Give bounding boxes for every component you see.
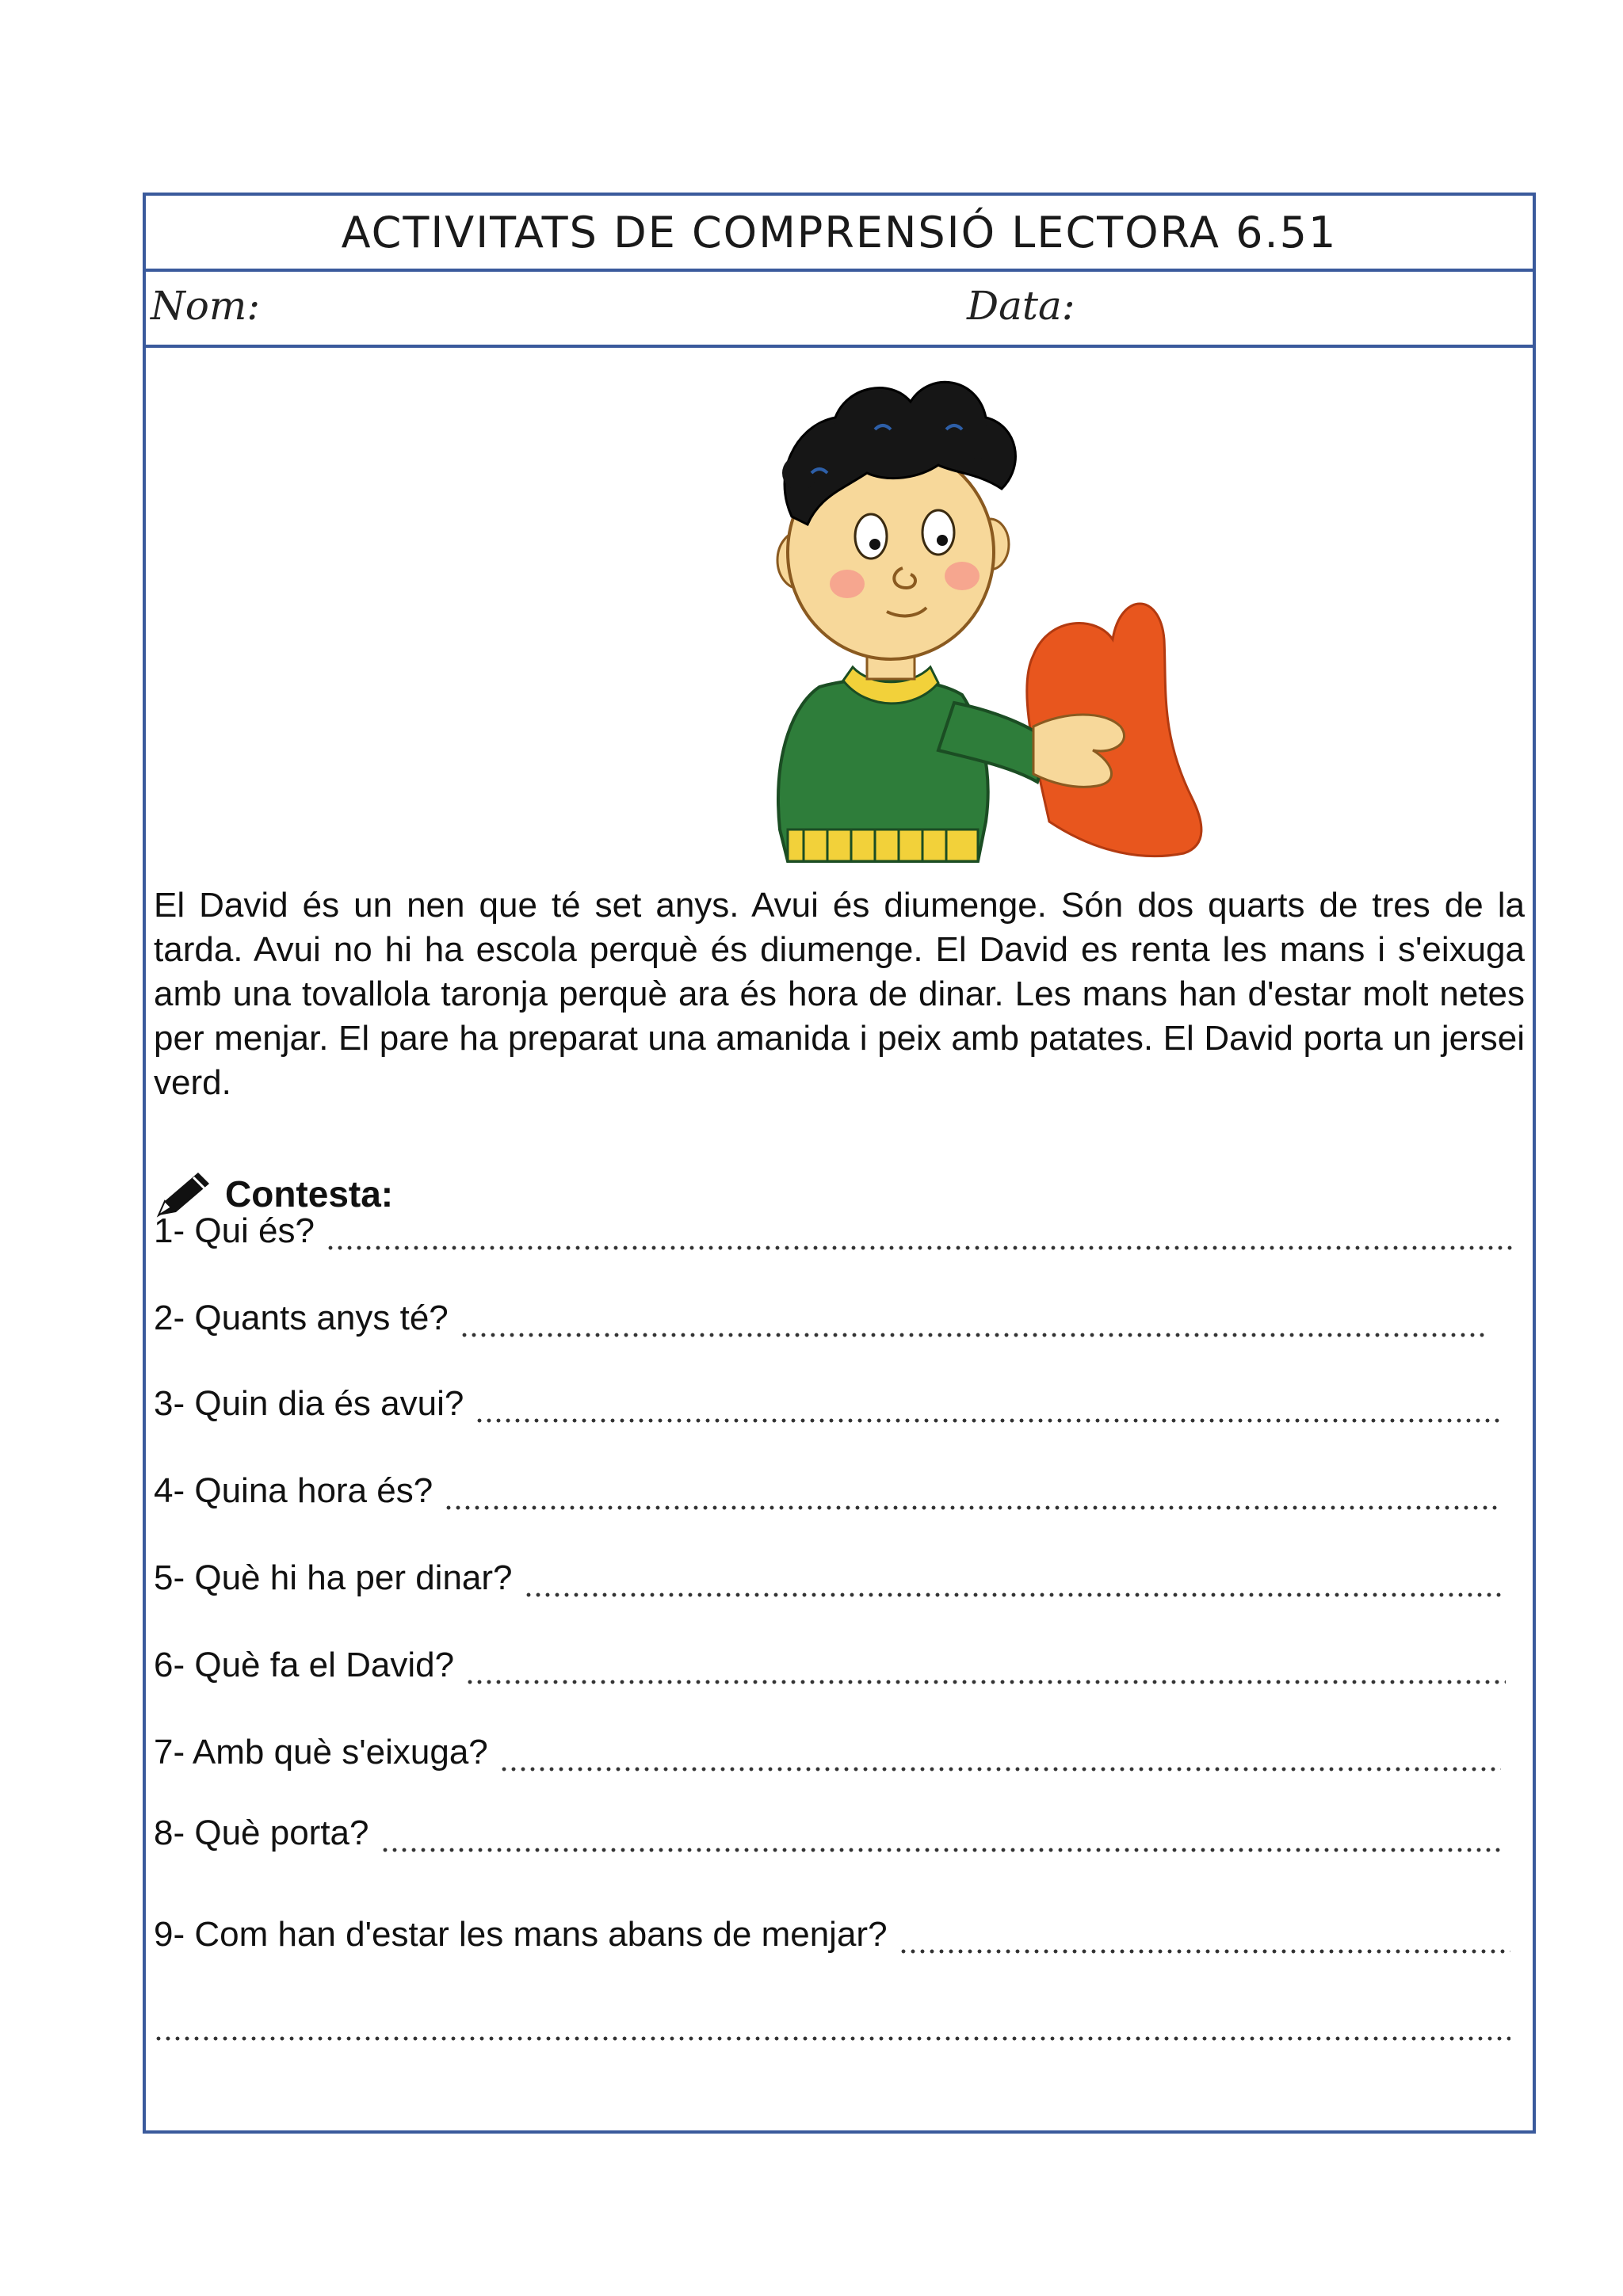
question-3 — [154, 1384, 1501, 1432]
question-text: 2- Quants anys té? — [154, 1299, 449, 1337]
question-5 — [154, 1558, 1501, 1606]
question-text: 9- Com han d'estar les mans abans de menjar? — [154, 1915, 888, 1954]
answer-line[interactable] — [444, 1505, 1501, 1511]
question-9 — [154, 1915, 1510, 1962]
answer-line[interactable] — [460, 1332, 1485, 1338]
question-1 — [154, 1211, 1517, 1259]
question-text: 5- Què hi ha per dinar? — [154, 1558, 513, 1597]
question-9-extra-line — [154, 2002, 1510, 2050]
title-row — [146, 196, 1533, 272]
question-4 — [154, 1471, 1501, 1519]
question-text: 8- Què porta? — [154, 1814, 369, 1852]
answer-line[interactable] — [326, 1245, 1517, 1251]
answer-line[interactable] — [465, 1679, 1506, 1685]
question-6 — [154, 1646, 1506, 1693]
question-7 — [154, 1733, 1501, 1780]
question-8 — [154, 1814, 1501, 1861]
worksheet — [143, 193, 1536, 2134]
boy-with-towel-illustration — [637, 354, 1208, 871]
answer-line[interactable] — [499, 1766, 1501, 1772]
answer-line[interactable] — [154, 2035, 1510, 2042]
question-text: 6- Què fa el David? — [154, 1646, 455, 1684]
answer-line[interactable] — [475, 1417, 1501, 1424]
question-text: 3- Quin dia és avui? — [154, 1384, 464, 1423]
worksheet-title: ACTIVITATS DE COMPRENSIÓ LECTORA 6.51 — [341, 207, 1338, 257]
contesta-label: Contesta: — [225, 1173, 394, 1215]
name-date-row — [146, 272, 1533, 348]
answer-line[interactable] — [380, 1847, 1502, 1853]
date-label: Data: — [967, 283, 1075, 329]
question-text: 1- Qui és? — [154, 1211, 315, 1250]
question-text: 7- Amb què s'eixuga? — [154, 1733, 488, 1772]
answer-line[interactable] — [899, 1948, 1510, 1955]
question-text: 4- Quina hora és? — [154, 1471, 433, 1510]
name-label: Nom: — [151, 283, 261, 329]
question-2 — [154, 1299, 1485, 1346]
reading-passage: El David és un nen que té set anys. Avui és diumenge. Són dos quarts de tres de la tarda. Avui no hi ha escola perquè és diumenge. El David es renta les mans i s'eixuga amb una tovallola taronja perquè ara és hora de dinar. Les mans han d'estar molt netes per menjar. El pare ha preparat una amanida i peix amb patates. El David porta un jersei verd. — [154, 886, 1525, 1102]
answer-line[interactable] — [524, 1592, 1501, 1598]
